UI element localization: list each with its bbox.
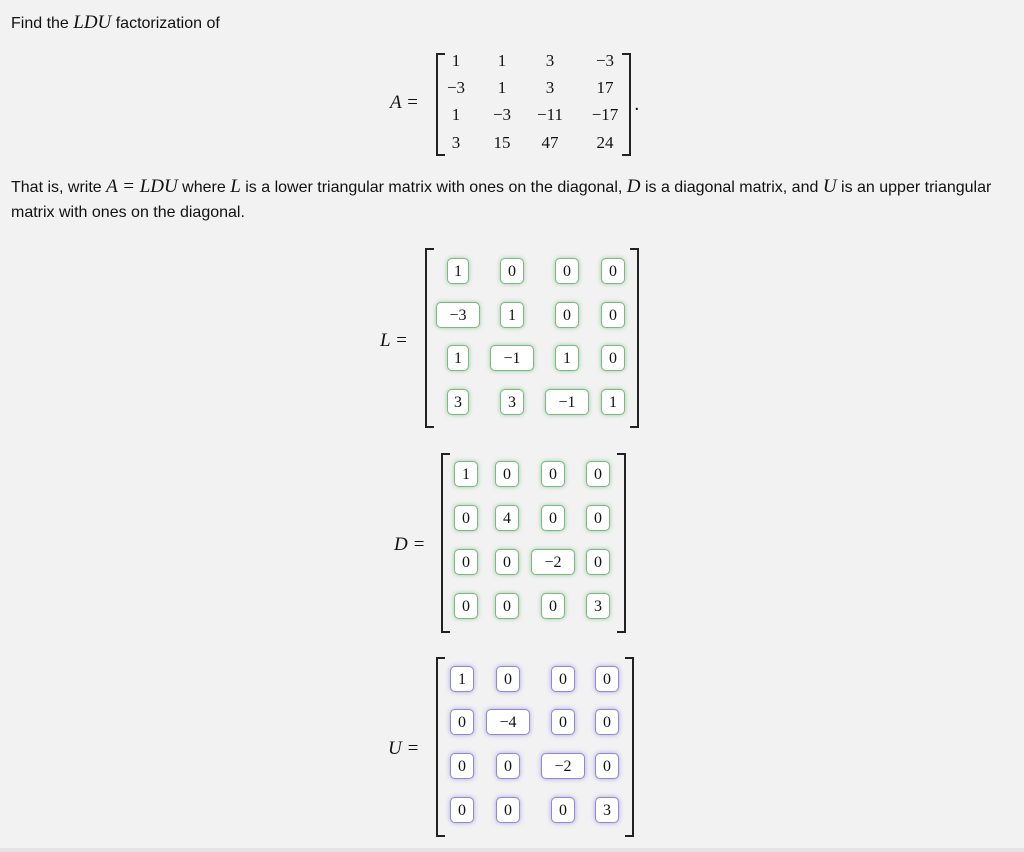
answer-input-d-1-2[interactable]: 0 <box>495 461 519 487</box>
answer-input-d-2-1[interactable]: 0 <box>454 505 478 531</box>
matrix-d-left-bracket <box>441 453 450 633</box>
answer-input-l-1-4[interactable]: 0 <box>601 258 625 284</box>
answer-input-l-2-3[interactable]: 0 <box>555 302 579 328</box>
answer-input-u-4-3[interactable]: 0 <box>551 797 575 823</box>
instructions-text <box>11 174 1011 225</box>
answer-input-d-4-2[interactable]: 0 <box>495 593 519 619</box>
answer-input-u-3-2[interactable]: 0 <box>496 753 520 779</box>
matrix-u-right-bracket <box>625 657 634 837</box>
answer-input-d-3-3[interactable]: −2 <box>531 549 575 575</box>
matrix-d-label: D = <box>394 534 426 555</box>
matrix-a-cell: 1 <box>451 105 461 124</box>
answer-input-d-2-3[interactable]: 0 <box>541 505 565 531</box>
answer-input-d-3-1[interactable]: 0 <box>454 549 478 575</box>
answer-input-d-4-1[interactable]: 0 <box>454 593 478 619</box>
answer-input-u-1-2[interactable]: 0 <box>496 666 520 692</box>
instr-text-2: where <box>177 179 231 196</box>
answer-input-l-1-1[interactable]: 1 <box>447 258 469 284</box>
page-bottom-border <box>0 848 1024 852</box>
matrix-a-cell: 1 <box>497 51 507 70</box>
matrix-a-period: . <box>634 93 640 115</box>
matrix-a-label: A = <box>390 92 419 113</box>
answer-input-u-4-1[interactable]: 0 <box>450 797 474 823</box>
answer-input-d-4-4[interactable]: 3 <box>586 593 610 619</box>
instr-math-u: U <box>822 176 837 197</box>
answer-input-l-2-4[interactable]: 0 <box>601 302 625 328</box>
answer-input-l-3-1[interactable]: 1 <box>447 345 469 371</box>
matrix-a-cell: 3 <box>545 78 555 97</box>
answer-input-d-1-3[interactable]: 0 <box>541 461 565 487</box>
matrix-u-left-bracket <box>436 657 445 837</box>
instr-math-ldu: A = LDU <box>106 176 178 197</box>
instr-math-l: L <box>230 176 241 197</box>
answer-input-l-4-3[interactable]: −1 <box>545 389 589 415</box>
answer-input-l-2-1[interactable]: −3 <box>436 302 480 328</box>
matrix-a-cell: 3 <box>451 133 461 152</box>
matrix-a-cell: 3 <box>545 51 555 70</box>
matrix-l-label: L = <box>380 330 408 351</box>
answer-input-l-3-3[interactable]: 1 <box>555 345 579 371</box>
answer-input-d-1-4[interactable]: 0 <box>586 461 610 487</box>
answer-input-u-1-3[interactable]: 0 <box>551 666 575 692</box>
answer-input-d-1-1[interactable]: 1 <box>454 461 478 487</box>
answer-input-u-2-2[interactable]: −4 <box>486 709 530 735</box>
matrix-a-cell: 24 <box>596 133 614 152</box>
matrix-u-label: U = <box>388 738 420 759</box>
answer-input-u-3-4[interactable]: 0 <box>595 753 619 779</box>
matrix-a-cell: 1 <box>451 51 461 70</box>
matrix-a-cell: −3 <box>446 78 466 97</box>
answer-input-l-1-3[interactable]: 0 <box>555 258 579 284</box>
matrix-a-cell: 1 <box>497 78 507 97</box>
answer-input-u-2-4[interactable]: 0 <box>595 709 619 735</box>
instr-text-3: is a lower triangular matrix with ones on the diagonal, <box>240 179 627 196</box>
answer-input-u-3-1[interactable]: 0 <box>450 753 474 779</box>
answer-input-d-2-4[interactable]: 0 <box>586 505 610 531</box>
answer-input-u-2-1[interactable]: 0 <box>450 709 474 735</box>
matrix-a-cell: 17 <box>596 78 614 97</box>
answer-input-l-3-4[interactable]: 0 <box>601 345 625 371</box>
matrix-l-left-bracket <box>425 248 434 428</box>
answer-input-l-4-1[interactable]: 3 <box>447 389 469 415</box>
matrix-d-right-bracket <box>617 453 626 633</box>
answer-input-d-3-4[interactable]: 0 <box>586 549 610 575</box>
matrix-a-cell: 15 <box>493 133 511 152</box>
prompt-text: Find the <box>11 15 74 32</box>
matrix-a-cell: 47 <box>541 133 559 152</box>
answer-input-u-1-4[interactable]: 0 <box>595 666 619 692</box>
matrix-l-right-bracket <box>630 248 639 428</box>
instr-text-5: is an upper triangular matrix with ones on the diagonal. <box>11 179 992 221</box>
answer-input-d-3-2[interactable]: 0 <box>495 549 519 575</box>
answer-input-u-2-3[interactable]: 0 <box>551 709 575 735</box>
matrix-a-cell: −17 <box>591 105 619 124</box>
prompt-math: LDU <box>73 12 112 33</box>
answer-input-u-1-1[interactable]: 1 <box>450 666 474 692</box>
instr-text-4: is a diagonal matrix, and <box>640 179 823 196</box>
answer-input-l-2-2[interactable]: 1 <box>500 302 524 328</box>
answer-input-d-4-3[interactable]: 0 <box>541 593 565 619</box>
answer-input-l-3-2[interactable]: −1 <box>490 345 534 371</box>
answer-input-l-1-2[interactable]: 0 <box>500 258 524 284</box>
answer-input-l-4-2[interactable]: 3 <box>500 389 524 415</box>
instr-math-d: D <box>626 176 641 197</box>
answer-input-l-4-4[interactable]: 1 <box>601 389 625 415</box>
answer-input-d-2-2[interactable]: 4 <box>495 505 519 531</box>
matrix-a-cell: −11 <box>537 105 563 124</box>
matrix-a-cell: −3 <box>492 105 512 124</box>
prompt-text-end: factorization of <box>111 15 220 32</box>
question-prompt <box>11 12 220 34</box>
answer-input-u-4-2[interactable]: 0 <box>496 797 520 823</box>
answer-input-u-4-4[interactable]: 3 <box>595 797 619 823</box>
matrix-a-cell: −3 <box>595 51 615 70</box>
answer-input-u-3-3[interactable]: −2 <box>541 753 585 779</box>
instr-text-1: That is, write <box>11 179 107 196</box>
